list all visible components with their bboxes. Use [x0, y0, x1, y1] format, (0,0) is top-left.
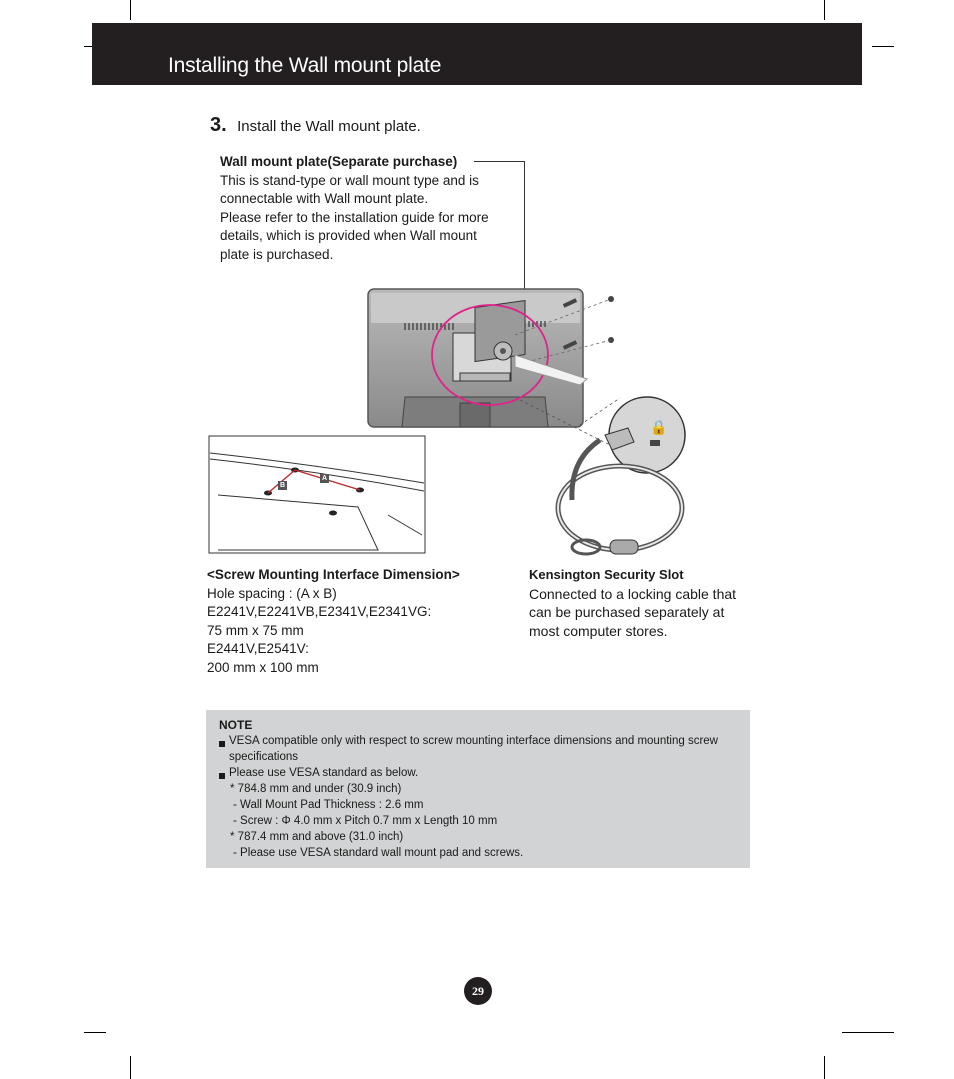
page-header: [92, 23, 862, 85]
wall-mount-line: This is stand-type or wall mount type and is: [220, 172, 479, 188]
kensington-line: most computer stores.: [529, 622, 668, 639]
kensington-line: can be purchased separately at: [529, 604, 725, 620]
crop-mark: [824, 0, 825, 20]
crop-mark: [824, 1056, 825, 1079]
label-b: B: [279, 482, 286, 489]
wall-mount-description: [220, 153, 510, 264]
note-text: - Wall Mount Pad Thickness : 2.6 mm: [233, 799, 424, 811]
note-text: specifications: [229, 751, 299, 763]
note-box: [206, 710, 750, 868]
kensington-block: [529, 566, 759, 640]
kensington-title: Kensington Security Slot: [529, 567, 684, 582]
wall-mount-title: Wall mount plate(Separate purchase): [220, 154, 458, 169]
screw-interface-block: [207, 566, 460, 677]
leader-line: [474, 161, 525, 162]
note-title: NOTE: [219, 718, 253, 732]
screw-interface-line: 200 mm x 100 mm: [207, 659, 319, 675]
wall-mount-line: Please refer to the installation guide for more: [220, 209, 489, 225]
note-bullet: [219, 733, 744, 765]
lock-icon: 🔒: [650, 420, 668, 436]
note-text: VESA compatible only with respect to screw mounting interface dimensions and mounting screw: [229, 735, 718, 747]
kensington-lock-illustration: [500, 380, 700, 565]
note-text: * 784.8 mm and under (30.9 inch): [230, 783, 402, 795]
screw-interface-line: E2241V,E2241VB,E2341V,E2341VG:: [207, 604, 432, 619]
crop-mark: [842, 1032, 894, 1033]
page-title: Installing the Wall mount plate: [168, 54, 442, 77]
screw-hole-diagram: [208, 435, 426, 555]
step-text: Install the Wall mount plate.: [237, 118, 421, 135]
step-number: 3.: [210, 114, 227, 136]
screw-interface-line: E2441V,E2541V:: [207, 641, 309, 656]
wall-mount-line: connectable with Wall mount plate.: [220, 191, 429, 206]
note-bullet: [219, 765, 744, 781]
page-number: 29: [464, 977, 492, 1005]
label-a: A: [321, 475, 328, 482]
kensington-line: Connected to a locking cable that: [529, 585, 737, 602]
screw-interface-line: Hole spacing : (A x B): [207, 585, 337, 601]
crop-mark: [130, 0, 131, 20]
crop-mark: [872, 46, 894, 47]
note-text: - Screw : Φ 4.0 mm x Pitch 0.7 mm x Length 10 mm: [233, 815, 498, 827]
crop-mark: [130, 1056, 131, 1079]
note-text: * 787.4 mm and above (31.0 inch): [230, 831, 404, 843]
wall-mount-line: details, which is provided when Wall mount: [220, 228, 477, 243]
crop-mark: [84, 1032, 106, 1033]
note-text: Please use VESA standard as below.: [229, 767, 419, 779]
screw-interface-title: <Screw Mounting Interface Dimension>: [207, 567, 460, 582]
wall-mount-line: plate is purchased.: [220, 246, 334, 262]
note-text: - Please use VESA standard wall mount pad and screws.: [233, 847, 524, 859]
note-body: [219, 733, 744, 861]
step-heading: [210, 114, 421, 137]
screw-interface-line: 75 mm x 75 mm: [207, 622, 304, 638]
